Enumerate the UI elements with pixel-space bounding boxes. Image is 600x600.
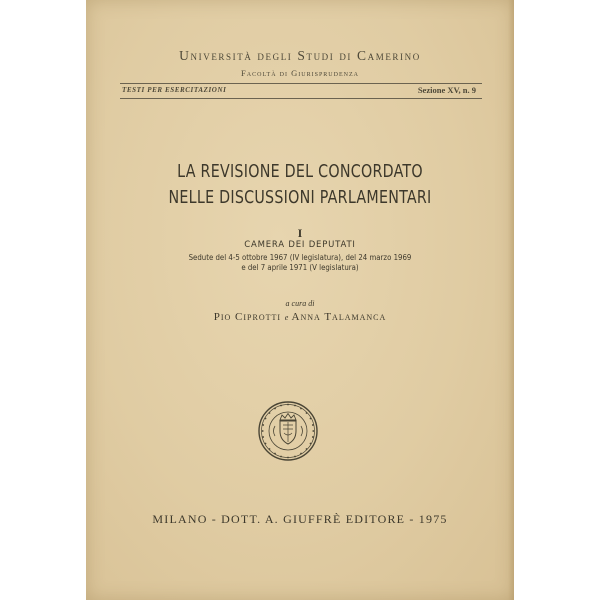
university-name: Università degli Studi di Camerino bbox=[179, 48, 421, 63]
title-line-1: LA REVISIONE DEL CONCORDATO bbox=[177, 161, 423, 182]
header-rule-bottom bbox=[120, 98, 482, 99]
book-title bbox=[86, 159, 514, 211]
series-label: TESTI PER ESERCITAZIONI bbox=[122, 86, 227, 94]
chamber-name: CAMERA DEI DEPUTATI bbox=[244, 240, 356, 250]
book-cover bbox=[86, 0, 514, 600]
header-rule-top bbox=[120, 83, 482, 84]
editors bbox=[86, 311, 514, 323]
series-number: Sezione XV, n. 9 bbox=[417, 85, 476, 95]
volume-number: I bbox=[297, 226, 303, 240]
session-dates bbox=[86, 253, 514, 273]
university-seal-icon bbox=[257, 400, 319, 462]
editor-conjunction: e bbox=[284, 313, 289, 322]
curated-by-label: a cura di bbox=[285, 299, 315, 308]
sessions-line-1: Sedute del 4-5 ottobre 1967 (IV legislatura), del 24 marzo 1969 bbox=[188, 253, 412, 262]
editor-2: Anna Talamanca bbox=[291, 311, 387, 323]
title-line-2: NELLE DISCUSSIONI PARLAMENTARI bbox=[168, 187, 432, 208]
publisher-line: MILANO - DOTT. A. GIUFFRÈ EDITORE - 1975 bbox=[152, 512, 448, 526]
editor-1: Pio Ciprotti bbox=[213, 311, 282, 323]
faculty-name: Facoltà di Giurisprudenza bbox=[241, 68, 359, 78]
sessions-line-2: e del 7 aprile 1971 (V legislatura) bbox=[241, 263, 359, 272]
